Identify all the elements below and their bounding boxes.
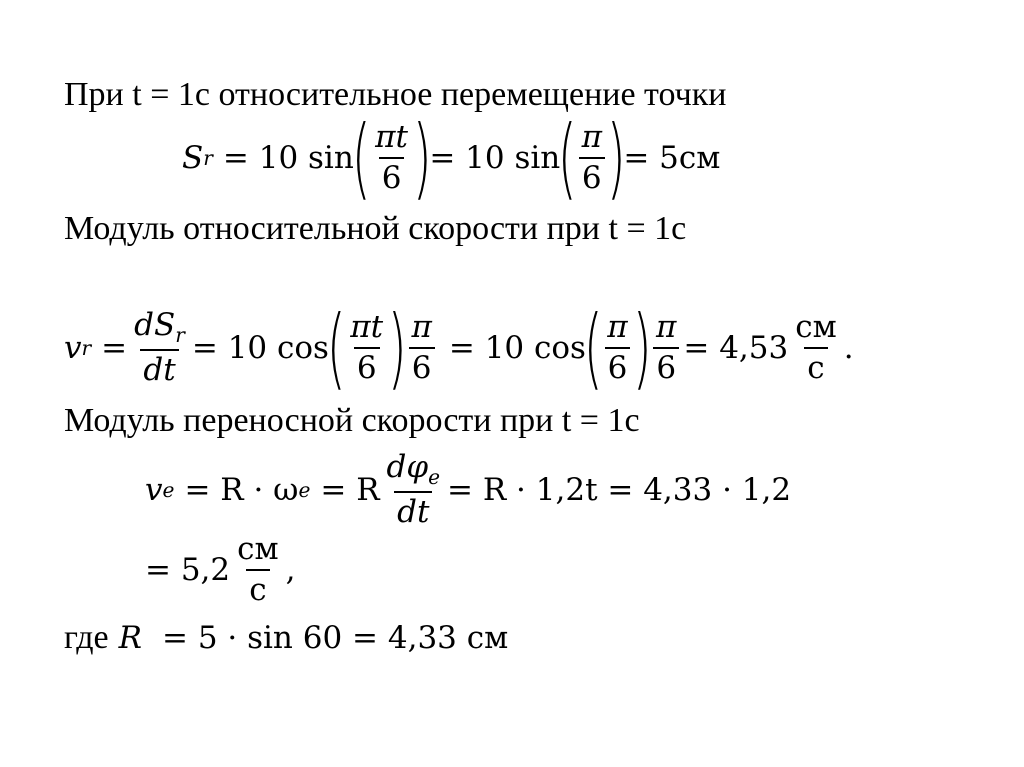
eq1-frac2-num: π [581, 119, 602, 155]
eq2-f4-den: 6 [653, 347, 679, 384]
text-line-displacement: При t = 1с относительное перемещение точки [64, 76, 727, 113]
text-line-relative-velocity: Модуль относительной скорости при t = 1с [64, 210, 687, 247]
eq1-frac1-num: πt [375, 119, 408, 155]
eq1-mid: = 10 sin [429, 139, 561, 176]
eq3-d-den: dt [394, 491, 432, 528]
equation-relative-velocity: v r = $\frac{dS_r}{dt}$ = 10 cos ( $\frac{\pi t}{6}$ ) $\frac{\pi}{6}$ = 10 cos ( $\frac{\pi}{6}$ ) $\frac{\pi}{6}$ = 4,53 $\frac{см}{с}$ . [64, 296, 854, 399]
where-prefix: где [64, 619, 109, 656]
equation-radius [64, 618, 508, 658]
eq1-frac2-den: 6 [579, 157, 605, 194]
eq4-unit-den: с [246, 569, 269, 606]
eq2-end: . [843, 329, 854, 366]
eq1-result: = 5см [623, 139, 721, 176]
eq5-var: R [118, 619, 142, 656]
eq2-f1-num: πt [350, 309, 384, 345]
eq2-d-den: dt [140, 349, 178, 386]
equation-displacement: S r = 10 sin ( $\frac{\pi t}{6}$ ) = 10 sin ( $\frac{\pi}{6}$ ) = 5см [182, 106, 721, 209]
eq2-lhs: v [64, 329, 82, 366]
text-line-transport-velocity: Модуль переносной скорости при t = 1с [64, 402, 640, 439]
eq3-rest: = R · 1,2t = 4,33 · 1,2 [447, 471, 792, 508]
eq2-eq: = [101, 329, 128, 366]
eq3-eq1: = R · ω [184, 471, 299, 508]
eq2-result: = 4,53 [683, 329, 789, 366]
eq5-rest: = 5 · sin 60 = 4,33 см [162, 619, 509, 656]
eq2-lhs-sub: r [81, 335, 92, 360]
eq2-f3-den: 6 [605, 347, 631, 384]
eq2-unit-den: с [804, 347, 827, 384]
eq2-f2-num: π [411, 309, 432, 345]
eq2-unit-num: см [795, 309, 837, 345]
eq3-lhs-sub: e [162, 477, 175, 502]
eq3-eq2: = R [320, 471, 380, 508]
eq2-d-num: dS [134, 306, 176, 343]
eq1-lhs-sub: r [203, 145, 213, 170]
eq4-value: = 5,2 [145, 551, 231, 588]
eq1-lhs: S [182, 139, 204, 176]
eq3-omega-sub: e [298, 477, 311, 502]
eq1-frac1-den: 6 [379, 157, 405, 194]
equation-transport-velocity [145, 448, 791, 532]
eq2-d-num-sub: r [175, 322, 185, 347]
equation-transport-velocity-result [145, 530, 295, 610]
eq2-part1: = 10 cos [191, 329, 329, 366]
eq2-part2: = 10 cos [448, 329, 586, 366]
eq2-f1-den: 6 [354, 347, 380, 384]
eq4-unit-num: см [237, 531, 279, 567]
eq4-end: , [285, 551, 296, 588]
eq2-f3-num: π [607, 309, 628, 345]
eq2-f2-den: 6 [409, 347, 435, 384]
eq3-d-num: dφ [386, 448, 429, 485]
eq1-coef: = 10 sin [222, 139, 354, 176]
eq3-d-num-sub: e [428, 464, 441, 489]
eq3-lhs: v [145, 471, 163, 508]
eq2-f4-num: π [656, 309, 677, 345]
